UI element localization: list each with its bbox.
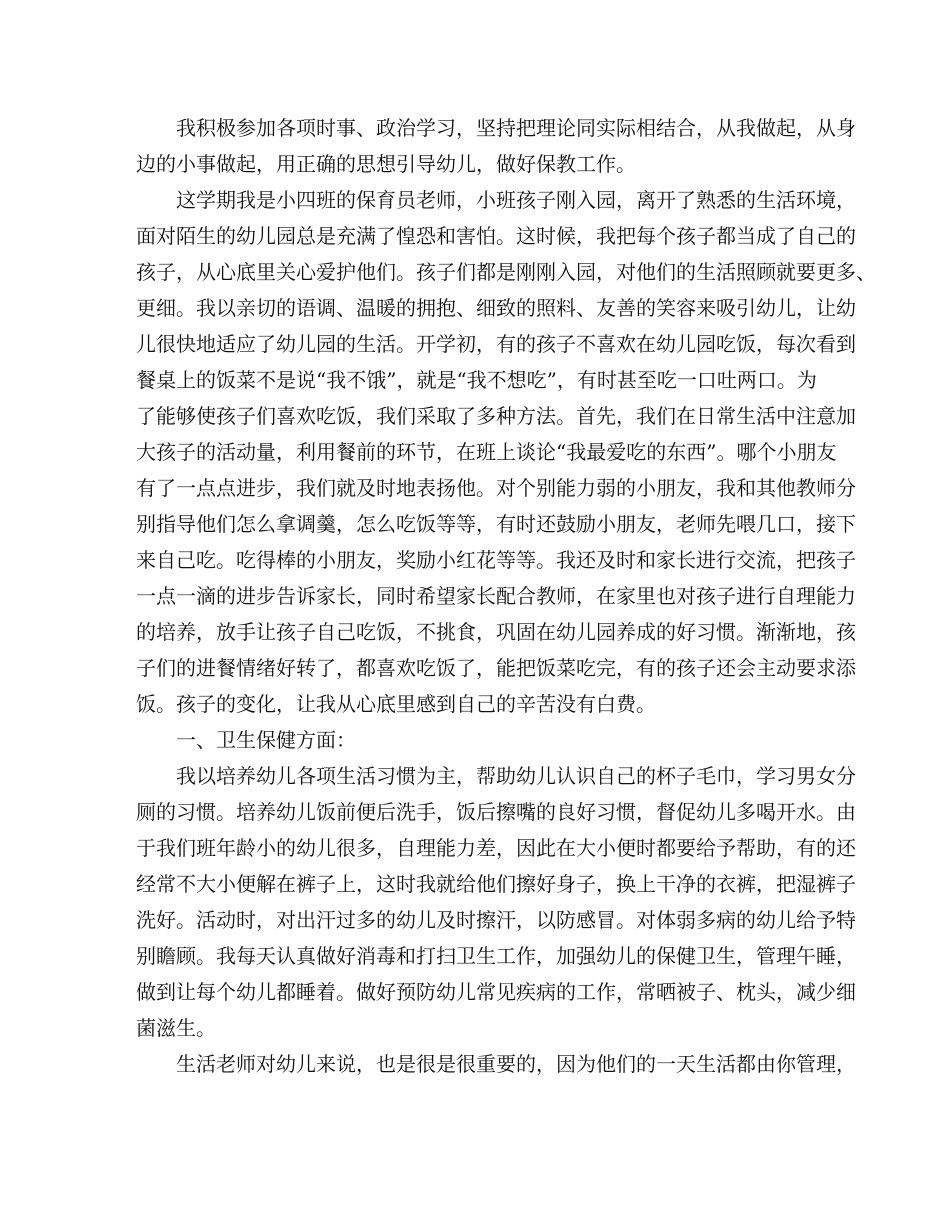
text-line: 的培养，放手让孩子自己吃饭，不挑食，巩固在幼儿园养成的好习惯。渐渐地，孩	[136, 620, 856, 644]
text-line: 做到让每个幼儿都睡着。做好预防幼儿常见疾病的工作，常晒被子、枕头，减少细	[136, 980, 856, 1004]
text-line: 子们的进餐情绪好转了，都喜欢吃饭了，能把饭菜吃完，有的孩子还会主动要求添	[136, 656, 856, 680]
text-line: 边的小事做起，用正确的思想引导幼儿，做好保教工作。	[136, 152, 636, 176]
text-line: 餐桌上的饭菜不是说“我不饿”，就是“我不想吃”，有时甚至吃一口吐两口。为	[136, 368, 817, 392]
text-line: 这学期我是小四班的保育员老师，小班孩子刚入园，离开了熟悉的生活环境，	[176, 188, 856, 212]
text-line: 一点一滴的进步告诉家长，同时希望家长配合教师，在家里也对孩子进行自理能力	[136, 584, 856, 608]
text-line: 来自己吃。吃得棒的小朋友，奖励小红花等等。我还及时和家长进行交流，把孩子	[136, 548, 856, 572]
text-line: 孩子，从心底里关心爱护他们。孩子们都是刚刚入园，对他们的生活照顾就要更多、	[136, 260, 876, 284]
text-line: 我以培养幼儿各项生活习惯为主，帮助幼儿认识自己的杯子毛巾，学习男女分	[176, 764, 856, 788]
text-line: 经常不大小便解在裤子上，这时我就给他们擦好身子，换上干净的衣裤，把湿裤子	[136, 872, 856, 896]
text-line: 别瞻顾。我每天认真做好消毒和打扫卫生工作，加强幼儿的保健卫生，管理午睡，	[136, 944, 856, 968]
section-heading: 一、卫生保健方面：	[176, 728, 356, 752]
text-line: 生活老师对幼儿来说，也是很是很重要的，因为他们的一天生活都由你管理，	[176, 1052, 856, 1076]
text-line: 有了一点点进步，我们就及时地表扬他。对个别能力弱的小朋友，我和其他教师分	[136, 476, 856, 500]
text-line: 大孩子的活动量，利用餐前的环节，在班上谈论“我最爱吃的东西”。哪个小朋友	[136, 440, 837, 464]
text-line: 我积极参加各项时事、政治学习，坚持把理论同实际相结合，从我做起，从身	[176, 116, 856, 140]
text-line: 别指导他们怎么拿调羹，怎么吃饭等等，有时还鼓励小朋友，老师先喂几口，接下	[136, 512, 856, 536]
text-line: 菌滋生。	[136, 1016, 216, 1040]
text-line: 更细。我以亲切的语调、温暖的拥抱、细致的照料、友善的笑容来吸引幼儿，让幼	[136, 296, 856, 320]
text-line: 儿很快地适应了幼儿园的生活。开学初，有的孩子不喜欢在幼儿园吃饭，每次看到	[136, 332, 856, 356]
text-line: 面对陌生的幼儿园总是充满了惶恐和害怕。这时候，我把每个孩子都当成了自己的	[136, 224, 856, 248]
text-line: 饭。孩子的变化，让我从心底里感到自己的辛苦没有白费。	[136, 692, 656, 716]
text-line: 了能够使孩子们喜欢吃饭，我们采取了多种方法。首先，我们在日常生活中注意加	[136, 404, 856, 428]
text-line: 于我们班年龄小的幼儿很多，自理能力差，因此在大小便时都要给予帮助，有的还	[136, 836, 856, 860]
text-line: 洗好。活动时，对出汗过多的幼儿及时擦汗，以防感冒。对体弱多病的幼儿给予特	[136, 908, 856, 932]
text-line: 厕的习惯。培养幼儿饭前便后洗手，饭后擦嘴的良好习惯，督促幼儿多喝开水。由	[136, 800, 856, 824]
